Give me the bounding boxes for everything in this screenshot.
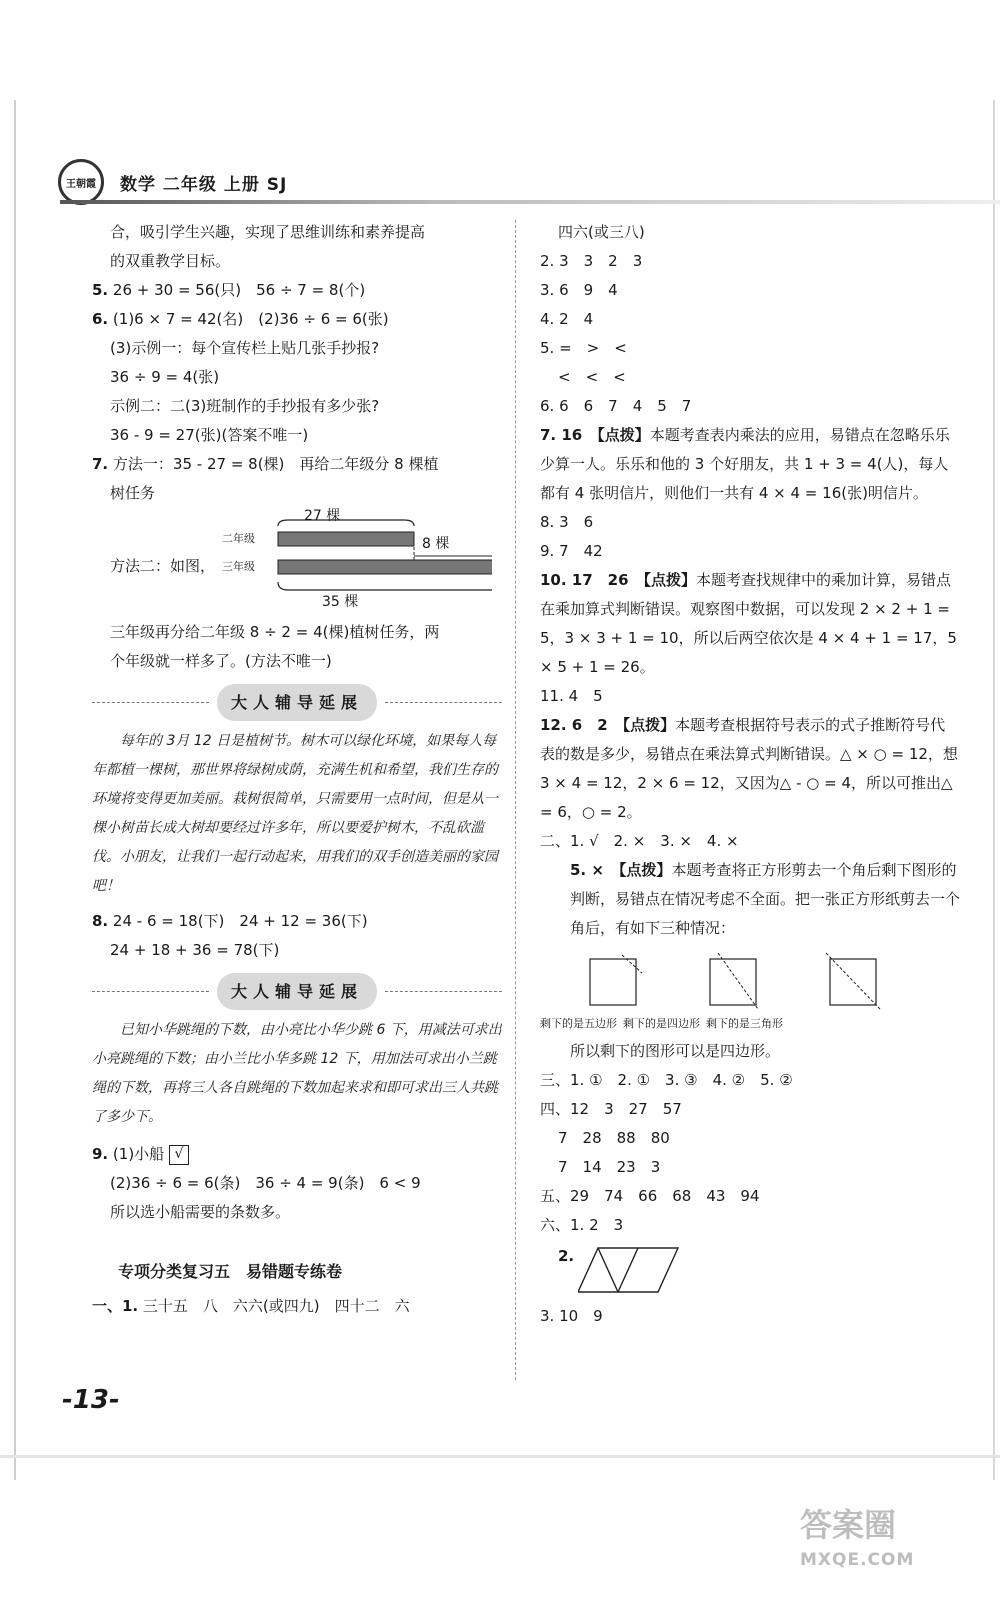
text-line: 24 + 18 + 36 = 78(下): [110, 941, 280, 959]
text-line: 树任务: [110, 484, 156, 502]
part1-answer: [92, 1292, 502, 1321]
answer-line: 9. 7 42: [540, 542, 603, 560]
bar-top-label: 27 棵: [304, 508, 341, 524]
part6-answer-3: 3. 10 9: [540, 1307, 603, 1325]
text-line: 三年级再分给二年级 8 ÷ 2 = 4(棵)植树任务，两: [110, 623, 440, 641]
answer-text: (1)小船: [112, 1145, 165, 1163]
text-line: 个年级就一样多了。(方法不唯一): [110, 652, 332, 670]
part4-row: 7 14 23 3: [558, 1158, 661, 1176]
question-number: 一、1.: [92, 1297, 139, 1315]
text-line: 合，吸引学生兴趣，实现了思维训练和素养提高: [110, 223, 426, 241]
answer-line: 11. 4 5: [540, 687, 603, 705]
square-figures: [540, 951, 960, 1011]
watermark-url: MXQE.COM: [800, 1550, 915, 1570]
question-number: 8.: [92, 912, 109, 930]
section-banner: [92, 973, 502, 1010]
answer-head: 7. 16 【点拨】: [540, 426, 650, 444]
parent-note: 已知小华跳绳的下数，由小亮比小华少跳 6 下，用减法可求出小亮跳绳的下数；由小兰比小华多跳 12 下，用加法可求出小兰跳绳的下数，再将三人各自跳绳的下数加起来求和即可求出三人共跳了多少下。: [92, 1022, 502, 1125]
right-column: [540, 218, 960, 1331]
part6-answer-2: [540, 1240, 960, 1302]
caption-quadrilateral: 剩下的是四边形: [623, 1017, 700, 1030]
question-number: 7.: [92, 455, 109, 473]
parent-note: 每年的 3月 12 日是植树节。树木可以绿化环境，如果每人每年都植一棵树，那世界将绿树成荫，充满生机和希望，我们生存的环境将变得更加美丽。栽树很简单，只需要用一点时间，但是从一棵小树苗长成大树却要经过许多年，所以要爱护树木，不乱砍滥伐。小朋友，让我们一起行动起来，用我们的双手创造美丽的家园吧！: [92, 733, 498, 894]
bar-diagram: [92, 508, 492, 618]
answer-text: 方法一：35 - 27 = 8(棵) 再给二年级分 8 棵植: [112, 455, 439, 473]
square-cut-figures: [540, 951, 960, 1037]
page-number: -13-: [62, 1385, 120, 1415]
right-page-edge: [993, 100, 995, 1480]
text-line: 示例二：二(3)班制作的手抄报有多少张?: [110, 397, 380, 415]
section-label: 大人辅导延展: [217, 973, 377, 1010]
top-blank-band: [0, 0, 1000, 150]
text-line: 所以剩下的图形可以是四边形。: [570, 1042, 781, 1060]
footer-bar: [0, 1455, 1000, 1458]
part4-row: 7 28 88 80: [558, 1129, 670, 1147]
dashed-line: [92, 991, 209, 992]
answer-10-explained: [540, 566, 960, 682]
answer-text: 三十五 八 六六(或四九) 四十二 六: [142, 1297, 410, 1315]
answer-8: [92, 907, 502, 936]
text-line: (2)36 ÷ 6 = 6(条) 36 ÷ 4 = 9(条) 6 < 9: [110, 1174, 421, 1192]
parallelogram-figure: [578, 1246, 698, 1302]
question-number: 6.: [92, 310, 109, 328]
answer-6: [92, 305, 502, 334]
text-line: 所以选小船需要的条数多。: [110, 1203, 291, 1221]
question-number: 2.: [558, 1247, 575, 1265]
answer-7: [92, 450, 502, 479]
part4-row: 四、12 3 27 57: [540, 1100, 682, 1118]
answer-text: 24 - 6 = 18(下) 24 + 12 = 36(下): [112, 912, 368, 930]
check-box: √: [169, 1145, 189, 1165]
left-column: [92, 218, 502, 1321]
column-divider: [515, 220, 516, 1380]
diff-label: 8 棵: [422, 536, 450, 552]
answer-7-explained: [540, 421, 960, 508]
answer-head: 10. 17 26 【点拨】: [540, 571, 697, 589]
text-line: 的双重教学目标。: [110, 252, 231, 270]
answer-head: 12. 6 2 【点拨】: [540, 716, 676, 734]
row1-label: 二年级: [222, 532, 255, 545]
left-page-edge: [14, 100, 16, 1480]
question-number: 9.: [92, 1145, 109, 1163]
dashed-line: [385, 702, 502, 703]
header-title: 数学 二年级 上册 SJ: [120, 174, 288, 195]
answer-line: 4. 2 4: [540, 310, 594, 328]
part5-answers: 五、29 74 66 68 43 94: [540, 1187, 760, 1205]
question-number: 5.: [92, 281, 109, 299]
segment-diagram: [92, 508, 502, 618]
answer-line: 5. = > <: [540, 339, 627, 357]
text-line: 36 - 9 = 27(张)(答案不唯一): [110, 426, 309, 444]
answer-line: 8. 3 6: [540, 513, 594, 531]
figure-captions: [540, 1009, 960, 1038]
part6-answer-1: 六、1. 2 3: [540, 1216, 624, 1234]
text-line: (3)示例一：每个宣传栏上贴几张手抄报?: [110, 339, 380, 357]
text-line: 36 ÷ 9 = 4(张): [110, 368, 220, 386]
answer-body: 本题考查将正方形剪去一个角后剩下图形的判断，易错点在情况考虑不全面。把一张正方形纸剪去一个角后，有如下三种情况：: [570, 861, 961, 937]
dashed-line: [92, 702, 209, 703]
section-label: 大人辅导延展: [217, 684, 377, 721]
answer-9: [92, 1140, 502, 1169]
page-header: [58, 160, 287, 204]
logo-text: 王朝霞: [66, 178, 96, 190]
answer-body: 本题考查找规律中的乘加计算，易错点在乘加算式判断错误。观察图中数据，可以发现 2 × 2 + 1 = 5，3 × 3 + 1 = 10，所以后两空依次是 4 × 4 + 1 = 17，5 × 5 + 1 = 26。: [540, 571, 957, 676]
dashed-line: [385, 991, 502, 992]
watermark-logo: 答案圈: [800, 1506, 897, 1544]
answer-line: < < <: [558, 368, 626, 386]
part3-answers: 三、1. ① 2. ① 3. ③ 4. ② 5. ②: [540, 1071, 793, 1089]
part2-answers: 二、1. √ 2. × 3. × 4. ×: [540, 832, 739, 850]
part2-answer-5: [540, 856, 960, 943]
method2-label: 方法二：如图，: [110, 557, 216, 575]
answer-line: 6. 6 6 7 4 5 7: [540, 397, 692, 415]
header-bar: [60, 200, 1000, 204]
answer-12-explained: [540, 711, 960, 827]
answer-body: 本题考查表内乘法的应用，易错点在忽略乐乐少算一人。乐乐和他的 3 个好朋友，共 1 + 3 = 4(人)，每人都有 4 张明信片，则他们一共有 4 × 4 = 16(张)明信片。: [540, 426, 950, 502]
text-line: 四六(或三八): [558, 223, 645, 241]
caption-pentagon: 剩下的是五边形: [540, 1017, 617, 1030]
caption-triangle: 剩下的是三角形: [706, 1017, 783, 1030]
answer-5: [92, 276, 502, 305]
answer-head: 5. × 【点拨】: [570, 861, 672, 879]
answer-text: 26 + 30 = 56(只) 56 ÷ 7 = 8(个): [112, 281, 366, 299]
answer-body: 本题考查根据符号表示的式子推断符号代表的数是多少，易错点在乘法算式判断错误。△ × ○ = 12，想 3 × 4 = 12，2 × 6 = 12，又因为△ - ○ = 4，所以可推出△ = 6，○ = 2。: [540, 716, 958, 821]
publisher-logo-icon: [58, 159, 104, 205]
section-banner: [92, 684, 502, 721]
bar-bottom-label: 35 棵: [322, 594, 359, 610]
section-title: 专项分类复习五 易错题专练卷: [118, 1262, 343, 1281]
answer-line: 2. 3 3 2 3: [540, 252, 643, 270]
answer-line: 3. 6 9 4: [540, 281, 618, 299]
row2-label: 三年级: [222, 560, 255, 573]
answer-text: (1)6 × 7 = 42(名) (2)36 ÷ 6 = 6(张): [112, 310, 389, 328]
